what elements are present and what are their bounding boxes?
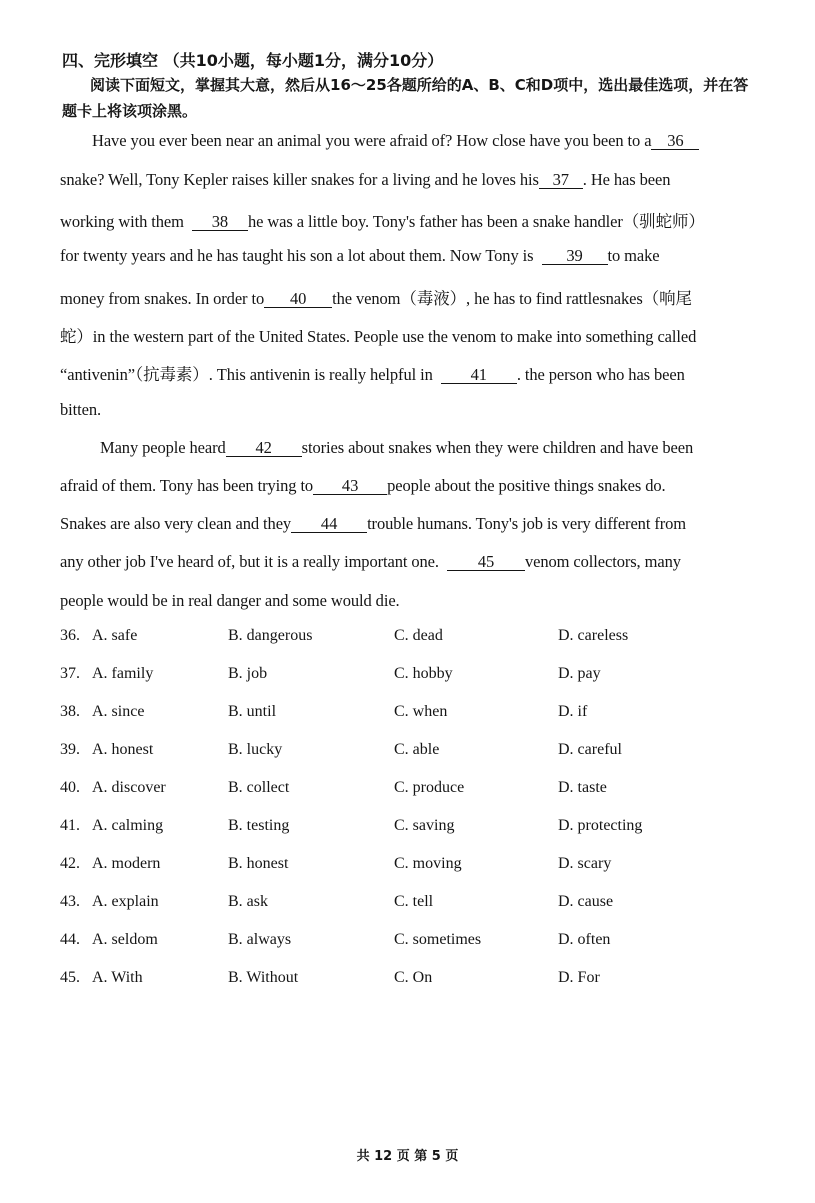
option-c: C. saving [394, 817, 455, 834]
passage-line: people would be in real danger and some would die. [60, 591, 400, 610]
passage-line: snake? Well, Tony Kepler raises killer snakes for a living and he loves his 37 . He has been [60, 170, 671, 189]
option-d: D. protecting [558, 817, 643, 834]
question-37: 37. A. family B. job C. hobby D. pay [60, 665, 601, 682]
passage-line: Snakes are also very clean and they 44 trouble humans. Tony's job is very different from [60, 514, 686, 533]
option-a: A. discover [92, 779, 166, 796]
blank-37: 37 [539, 172, 583, 189]
blank-43: 43 [313, 478, 387, 495]
blank-39: 39 [542, 248, 608, 265]
option-b: B. testing [228, 817, 290, 834]
page-footer: 共 12 页 第 5 页 [356, 1149, 459, 1164]
option-d: D. if [558, 703, 588, 720]
option-d: D. pay [558, 665, 601, 682]
option-d: D. taste [558, 779, 607, 796]
question-41: 41. A. calming B. testing C. saving D. protecting [60, 817, 643, 834]
option-d: D. often [558, 931, 611, 948]
option-b: B. honest [228, 855, 289, 872]
option-b: B. lucky [228, 741, 283, 758]
option-d: D. careful [558, 741, 622, 758]
section-heading: 四、完形填空 （共10小题，每小题1分，满分10分） [62, 51, 444, 70]
option-a: A. With [92, 969, 143, 986]
option-c: C. tell [394, 893, 434, 910]
option-d: D. scary [558, 855, 612, 872]
blank-38: 38 [192, 214, 248, 231]
option-c: C. hobby [394, 665, 453, 682]
question-43: 43. A. explain B. ask C. tell D. cause [60, 893, 614, 910]
option-b: B. always [228, 931, 292, 948]
question-44: 44. A. seldom B. always C. sometimes D. often [60, 931, 611, 948]
passage-line: Have you ever been near an animal you were afraid of? How close have you been to a 36 [92, 131, 699, 151]
option-b: B. until [228, 703, 277, 720]
passage-line: any other job I've heard of, but it is a really important one. 45 venom collectors, many [60, 552, 681, 571]
passage-line: working with them 38 he was a little boy. Tony's father has been a snake handler（驯蛇师） [60, 212, 705, 231]
option-d: D. For [558, 969, 600, 986]
option-c: C. when [394, 703, 448, 720]
option-a: A. family [92, 665, 154, 682]
option-c: C. produce [394, 779, 465, 796]
option-b: B. collect [228, 779, 290, 796]
option-b: B. job [228, 665, 268, 682]
option-a: A. since [92, 703, 145, 720]
blank-36: 36 [651, 133, 699, 150]
option-c: C. able [394, 741, 440, 758]
passage-line: Many people heard 42 stories about snakes when they were children and have been [100, 438, 694, 457]
option-d: D. careless [558, 627, 629, 644]
question-45: 45. A. With B. Without C. On D. For [60, 969, 600, 986]
passage-line: for twenty years and he has taught his son a lot about them. Now Tony is 39 to make [60, 246, 660, 265]
section-instruction: 阅读下面短文，掌握其大意，然后从16～25各题所给的A、B、C和D项中，选出最佳选项，并在答题卡上将该项涂黑。 [62, 76, 749, 120]
question-36: 36. A. safe B. dangerous C. dead D. careless [60, 627, 629, 644]
option-d: D. cause [558, 893, 614, 910]
question-38: 38. A. since B. until C. when D. if [60, 703, 588, 720]
option-c: C. sometimes [394, 931, 482, 948]
option-a: A. modern [92, 855, 161, 872]
blank-41: 41 [441, 367, 517, 384]
option-b: B. ask [228, 893, 268, 910]
question-39: 39. A. honest B. lucky C. able D. careful [60, 741, 622, 758]
option-b: B. dangerous [228, 627, 313, 644]
option-a: A. calming [92, 817, 164, 834]
passage-line: bitten. [60, 400, 102, 419]
option-a: A. safe [92, 627, 138, 644]
passage-line: afraid of them. Tony has been trying to 43 people about the positive things snakes do. [60, 476, 666, 495]
option-c: C. dead [394, 627, 443, 644]
passage-line: money from snakes. In order to 40 the venom（毒液）, he has to find rattlesnakes（响尾 [60, 289, 692, 308]
question-40: 40. A. discover B. collect C. produce D. taste [60, 779, 607, 796]
passage-line: 蛇）in the western part of the United States. People use the venom to make into something called [60, 327, 697, 346]
question-42: 42. A. modern B. honest C. moving D. scary [60, 855, 612, 872]
blank-40: 40 [264, 291, 332, 308]
blank-45: 45 [447, 554, 525, 571]
option-b: B. Without [228, 969, 299, 986]
option-c: C. moving [394, 855, 462, 872]
option-a: A. explain [92, 893, 159, 910]
blank-44: 44 [291, 516, 367, 533]
blank-42: 42 [226, 440, 302, 457]
option-a: A. seldom [92, 931, 158, 948]
option-c: C. On [394, 969, 433, 986]
option-a: A. honest [92, 741, 154, 758]
passage-line: “antivenin”（抗毒素）. This antivenin is really helpful in 41 . the person who has been [60, 365, 685, 384]
